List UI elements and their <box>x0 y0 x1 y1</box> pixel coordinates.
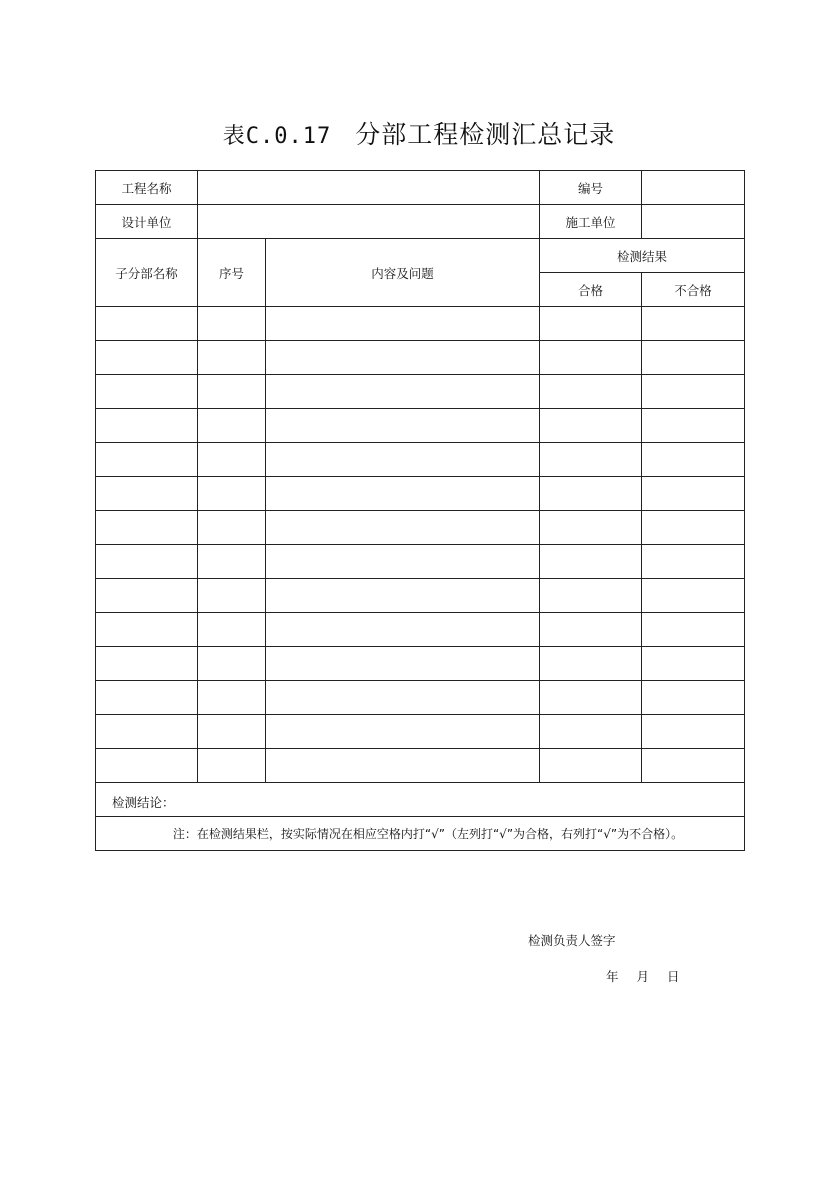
row-sub-division-cell[interactable] <box>96 341 198 375</box>
note-row <box>96 817 745 851</box>
table-code: 表C.0.17 <box>222 124 332 149</box>
row-content-cell[interactable] <box>266 341 540 375</box>
row-serial-cell[interactable] <box>198 409 266 443</box>
table-row <box>96 443 745 477</box>
row-unqualified-cell[interactable] <box>642 545 745 579</box>
column-header-content: 内容及问题 <box>266 239 540 307</box>
table-row <box>96 681 745 715</box>
table-row <box>96 477 745 511</box>
row-content-cell[interactable] <box>266 613 540 647</box>
number-field[interactable] <box>642 171 745 205</box>
row-sub-division-cell[interactable] <box>96 545 198 579</box>
table-row <box>96 647 745 681</box>
row-serial-cell[interactable] <box>198 647 266 681</box>
number-label: 编号 <box>540 171 642 205</box>
table-row <box>96 579 745 613</box>
table-row <box>96 409 745 443</box>
row-content-cell[interactable] <box>266 477 540 511</box>
row-qualified-cell[interactable] <box>540 749 642 783</box>
row-sub-division-cell[interactable] <box>96 477 198 511</box>
row-sub-division-cell[interactable] <box>96 681 198 715</box>
header-row-project <box>96 171 745 205</box>
table-row <box>96 511 745 545</box>
row-unqualified-cell[interactable] <box>642 715 745 749</box>
row-sub-division-cell[interactable] <box>96 647 198 681</box>
row-content-cell[interactable] <box>266 715 540 749</box>
conclusion-label: 检测结论： <box>112 795 175 810</box>
row-sub-division-cell[interactable] <box>96 579 198 613</box>
column-header-row-1 <box>96 239 745 273</box>
project-name-field[interactable] <box>198 171 540 205</box>
row-unqualified-cell[interactable] <box>642 477 745 511</box>
row-sub-division-cell[interactable] <box>96 375 198 409</box>
row-content-cell[interactable] <box>266 443 540 477</box>
row-serial-cell[interactable] <box>198 511 266 545</box>
row-qualified-cell[interactable] <box>540 715 642 749</box>
row-qualified-cell[interactable] <box>540 545 642 579</box>
row-unqualified-cell[interactable] <box>642 749 745 783</box>
column-header-sub-division: 子分部名称 <box>96 239 198 307</box>
signer-label: 检测负责人签字 <box>528 933 616 948</box>
table-row <box>96 749 745 783</box>
row-serial-cell[interactable] <box>198 477 266 511</box>
row-unqualified-cell[interactable] <box>642 341 745 375</box>
page-title <box>0 118 838 154</box>
construction-unit-field[interactable] <box>642 205 745 239</box>
row-qualified-cell[interactable] <box>540 681 642 715</box>
row-serial-cell[interactable] <box>198 749 266 783</box>
row-unqualified-cell[interactable] <box>642 375 745 409</box>
row-content-cell[interactable] <box>266 307 540 341</box>
row-sub-division-cell[interactable] <box>96 409 198 443</box>
note-text: 注：在检测结果栏，按实际情况在相应空格内打“√”（左列打“√”为合格，右列打“√”为不合格）。 <box>96 817 745 851</box>
header-row-units <box>96 205 745 239</box>
design-unit-field[interactable] <box>198 205 540 239</box>
column-header-qualified: 合格 <box>540 273 642 307</box>
row-serial-cell[interactable] <box>198 443 266 477</box>
row-serial-cell[interactable] <box>198 715 266 749</box>
row-qualified-cell[interactable] <box>540 341 642 375</box>
design-unit-label: 设计单位 <box>96 205 198 239</box>
row-unqualified-cell[interactable] <box>642 681 745 715</box>
row-unqualified-cell[interactable] <box>642 579 745 613</box>
row-sub-division-cell[interactable] <box>96 749 198 783</box>
table-row <box>96 375 745 409</box>
row-sub-division-cell[interactable] <box>96 443 198 477</box>
column-header-serial: 序号 <box>198 239 266 307</box>
row-qualified-cell[interactable] <box>540 375 642 409</box>
conclusion-row <box>96 783 745 817</box>
data-rows <box>96 307 745 783</box>
row-unqualified-cell[interactable] <box>642 409 745 443</box>
row-unqualified-cell[interactable] <box>642 647 745 681</box>
row-serial-cell[interactable] <box>198 375 266 409</box>
row-unqualified-cell[interactable] <box>642 307 745 341</box>
table-row <box>96 341 745 375</box>
row-qualified-cell[interactable] <box>540 443 642 477</box>
row-serial-cell[interactable] <box>198 341 266 375</box>
row-serial-cell[interactable] <box>198 307 266 341</box>
row-sub-division-cell[interactable] <box>96 511 198 545</box>
row-content-cell[interactable] <box>266 579 540 613</box>
table-title: 分部工程检测汇总记录 <box>355 120 616 149</box>
construction-unit-label: 施工单位 <box>540 205 642 239</box>
row-content-cell[interactable] <box>266 375 540 409</box>
row-qualified-cell[interactable] <box>540 477 642 511</box>
row-unqualified-cell[interactable] <box>642 613 745 647</box>
table-row <box>96 613 745 647</box>
project-name-label: 工程名称 <box>96 171 198 205</box>
date-label: 年 月 日 <box>606 969 680 984</box>
row-sub-division-cell[interactable] <box>96 613 198 647</box>
table-row <box>96 307 745 341</box>
row-qualified-cell[interactable] <box>540 647 642 681</box>
row-serial-cell[interactable] <box>198 579 266 613</box>
column-header-unqualified: 不合格 <box>642 273 745 307</box>
row-content-cell[interactable] <box>266 647 540 681</box>
row-qualified-cell[interactable] <box>540 579 642 613</box>
column-header-result: 检测结果 <box>540 239 745 273</box>
row-content-cell[interactable] <box>266 409 540 443</box>
row-content-cell[interactable] <box>266 681 540 715</box>
row-serial-cell[interactable] <box>198 545 266 579</box>
row-content-cell[interactable] <box>266 749 540 783</box>
row-unqualified-cell[interactable] <box>642 511 745 545</box>
row-qualified-cell[interactable] <box>540 511 642 545</box>
table-row <box>96 715 745 749</box>
row-serial-cell[interactable] <box>198 681 266 715</box>
row-content-cell[interactable] <box>266 545 540 579</box>
inspection-summary-form <box>95 170 745 984</box>
table-row <box>96 545 745 579</box>
row-sub-division-cell[interactable] <box>96 307 198 341</box>
row-unqualified-cell[interactable] <box>642 443 745 477</box>
row-serial-cell[interactable] <box>198 613 266 647</box>
row-qualified-cell[interactable] <box>540 409 642 443</box>
row-sub-division-cell[interactable] <box>96 715 198 749</box>
row-qualified-cell[interactable] <box>540 613 642 647</box>
row-content-cell[interactable] <box>266 511 540 545</box>
row-qualified-cell[interactable] <box>540 307 642 341</box>
